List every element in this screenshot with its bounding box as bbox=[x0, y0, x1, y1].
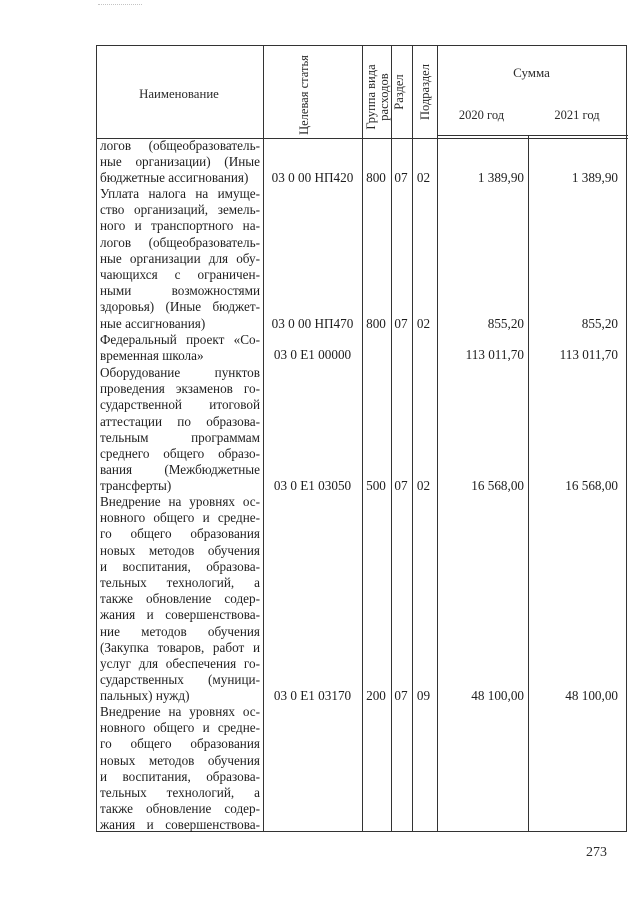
row-sum-2020: 855,20 bbox=[487, 316, 524, 331]
header-code: Целевая статья bbox=[297, 55, 311, 135]
row-name: Оборудование пунктов проведения экзаменов го- сударственной итоговой аттестации по образова- тельным программам среднего общего образо- вания (Межбюджетные трансферты) bbox=[100, 365, 260, 494]
scan-artifact bbox=[98, 4, 142, 8]
row-sum-2020: 113 011,70 bbox=[465, 347, 524, 362]
page-number: 273 bbox=[586, 845, 607, 860]
row-section: 07 bbox=[394, 170, 408, 185]
row-code: 03 0 E1 00000 bbox=[273, 347, 352, 362]
header-group: Группа вида расходов bbox=[364, 64, 391, 130]
row-sum-2020: 1 389,90 bbox=[477, 170, 524, 185]
row-subsection: 02 bbox=[416, 478, 431, 493]
col-divider bbox=[391, 46, 392, 831]
sum-header-divider bbox=[437, 135, 628, 136]
row-sum-2021: 16 568,00 bbox=[565, 478, 618, 493]
row-sum-2021: 855,20 bbox=[581, 316, 618, 331]
header-name: Наименование bbox=[139, 87, 219, 101]
header-sum: Сумма bbox=[513, 65, 550, 80]
header-year-2021: 2021 год bbox=[554, 108, 600, 122]
row-section: 07 bbox=[394, 316, 408, 331]
row-subsection: 02 bbox=[416, 316, 431, 331]
row-group: 200 bbox=[366, 688, 386, 703]
row-sum-2021: 113 011,70 bbox=[559, 347, 618, 362]
row-code: 03 0 E1 03050 bbox=[273, 478, 352, 493]
row-code: 03 0 00 НП420 bbox=[271, 170, 354, 185]
row-code: 03 0 E1 03170 bbox=[273, 688, 352, 703]
row-sum-2021: 48 100,00 bbox=[565, 688, 618, 703]
row-name: логов (общеобразователь- ные организации) (Иные бюджетные ассигнования) bbox=[100, 138, 260, 186]
row-code: 03 0 00 НП470 bbox=[271, 316, 354, 331]
row-sum-2021: 1 389,90 bbox=[571, 170, 618, 185]
col-divider bbox=[362, 46, 363, 831]
col-divider bbox=[528, 135, 529, 831]
row-subsection: 02 bbox=[416, 170, 431, 185]
row-name: Внедрение на уровнях ос- новного общего и средне- го общего образования новых методов обучения и воспитания, образова- тельных технологий, а также обновление содер- жания и совершенствова- ние методов обучения (Закупка товаров, работ и услуг для обеспечения го- сударственных (муници- пальных) нужд) bbox=[100, 494, 260, 704]
row-group: 500 bbox=[366, 478, 386, 493]
row-sum-2020: 16 568,00 bbox=[471, 478, 524, 493]
row-sum-2020: 48 100,00 bbox=[471, 688, 524, 703]
col-divider bbox=[412, 46, 413, 831]
col-divider bbox=[263, 46, 264, 831]
header-subsection: Подраздел bbox=[418, 64, 432, 120]
row-name: Внедрение на уровнях ос- новного общего и средне- го общего образования новых методов обучения и воспитания, образова- тельных технологий, а также обновление содер- жания и совершенствова- bbox=[100, 704, 260, 833]
row-section: 07 bbox=[394, 688, 408, 703]
col-divider bbox=[437, 46, 438, 831]
row-section: 07 bbox=[394, 478, 408, 493]
row-group: 800 bbox=[366, 170, 386, 185]
header-year-2020: 2020 год bbox=[458, 108, 505, 122]
row-group: 800 bbox=[366, 316, 386, 331]
row-name: Федеральный проект «Со- временная школа» bbox=[100, 332, 260, 364]
header-section: Раздел bbox=[392, 74, 406, 110]
row-subsection: 09 bbox=[416, 688, 431, 703]
row-name: Уплата налога на имуще- ство организаций, земель- ного и транспортного на- логов (общеобразователь- ные организации для обу- чающихся с ограничен- ными возможностями здоровья) (Иные бюджет- ные ассигнования) bbox=[100, 186, 260, 331]
